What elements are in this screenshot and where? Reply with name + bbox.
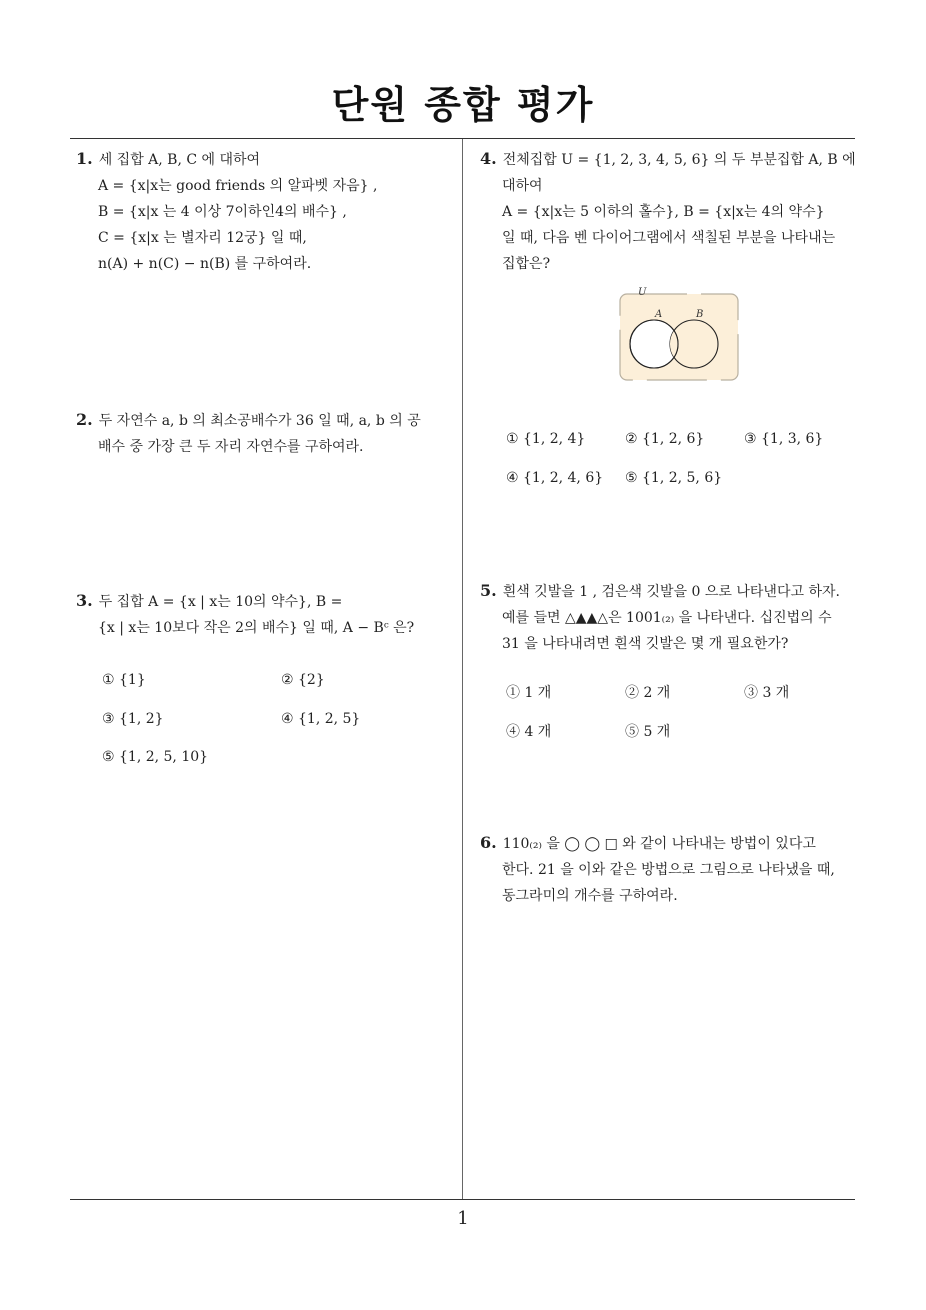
question-text: 31 을 나타내려면 흰색 깃발은 몇 개 필요한가? — [502, 636, 789, 652]
page-title: 단원 종합 평가 — [331, 83, 595, 127]
answer-option[interactable]: ④ {1, 2, 4, 6} — [506, 470, 604, 486]
question-number: 1. — [76, 149, 93, 168]
answer-option[interactable]: ② {1, 2, 6} — [625, 431, 705, 447]
question-1 — [76, 146, 456, 277]
question-text: C = {x|x 는 별자리 12궁} 일 때, — [98, 230, 307, 246]
question-text: 일 때, 다음 벤 다이어그램에서 색칠된 부분을 나타내는 — [502, 230, 836, 246]
answer-option[interactable]: ③ {1, 2} — [102, 711, 164, 727]
question-number: 4. — [480, 149, 497, 168]
question-4 — [480, 146, 860, 277]
answer-option[interactable]: ① {1} — [102, 672, 146, 688]
venn-label-b: B — [696, 309, 704, 320]
question-text: n(A) + n(C) − n(B) 를 구하여라. — [98, 256, 312, 272]
venn-diagram — [617, 286, 741, 384]
answer-option[interactable]: ⑤ {1, 2, 5, 10} — [102, 749, 209, 765]
question-2 — [76, 407, 456, 460]
answer-option[interactable]: ④ 4 개 — [506, 724, 552, 740]
question-text: 동그라미의 개수를 구하여라. — [502, 888, 678, 904]
question-text: 전체집합 U = {1, 2, 3, 4, 5, 6} 의 두 부분집합 A, B 에 — [502, 152, 856, 168]
question-text: 두 집합 A = {x | x는 10의 약수}, B = — [98, 594, 343, 610]
question-text: 집합은? — [502, 256, 551, 272]
question-text: 흰색 깃발을 1 , 검은색 깃발을 0 으로 나타낸다고 하자. — [502, 584, 840, 600]
answer-option[interactable]: ⑤ 5 개 — [625, 724, 671, 740]
answer-option[interactable]: ① 1 개 — [506, 685, 552, 701]
venn-label-a: A — [655, 309, 663, 320]
answer-option[interactable]: ② 2 개 — [625, 685, 671, 701]
bottom-rule — [70, 1199, 855, 1200]
question-number: 3. — [76, 591, 93, 610]
question-6 — [480, 830, 860, 909]
question-number: 2. — [76, 410, 93, 429]
answer-option[interactable]: ③ 3 개 — [744, 685, 790, 701]
page-number: 1 — [457, 1208, 469, 1229]
question-text: 두 자연수 a, b 의 최소공배수가 36 일 때, a, b 의 공 — [98, 413, 421, 429]
question-text: {x | x는 10보다 작은 2의 배수} 일 때, A − Bᶜ 은? — [98, 620, 415, 636]
question-text: B = {x|x 는 4 이상 7이하인4의 배수} , — [98, 204, 347, 220]
question-number: 6. — [480, 833, 497, 852]
question-text: 110₍₂₎ 을 ◯ ◯ □ 와 같이 나타내는 방법이 있다고 — [502, 836, 816, 852]
question-3 — [76, 588, 456, 641]
question-text: 대하여 — [502, 178, 543, 194]
question-text: A = {x|x는 good friends 의 알파벳 자음} , — [98, 178, 378, 194]
question-text: 예를 들면 △▲▲△은 1001₍₂₎ 을 나타낸다. 십진법의 수 — [502, 610, 832, 626]
question-text: 세 집합 A, B, C 에 대하여 — [98, 152, 261, 168]
question-5 — [480, 578, 860, 657]
answer-option[interactable]: ④ {1, 2, 5} — [281, 711, 361, 727]
question-text: A = {x|x는 5 이하의 홀수}, B = {x|x는 4의 약수} — [502, 204, 825, 220]
question-text: 한다. 21 을 이와 같은 방법으로 그림으로 나타냈을 때, — [502, 862, 835, 878]
answer-option[interactable]: ② {2} — [281, 672, 325, 688]
answer-option[interactable]: ⑤ {1, 2, 5, 6} — [625, 470, 723, 486]
venn-label-u: U — [638, 287, 647, 298]
question-number: 5. — [480, 581, 497, 600]
answer-option[interactable]: ③ {1, 3, 6} — [744, 431, 824, 447]
column-divider — [462, 139, 463, 1200]
question-text: 배수 중 가장 큰 두 자리 자연수를 구하여라. — [98, 439, 364, 455]
answer-option[interactable]: ① {1, 2, 4} — [506, 431, 586, 447]
